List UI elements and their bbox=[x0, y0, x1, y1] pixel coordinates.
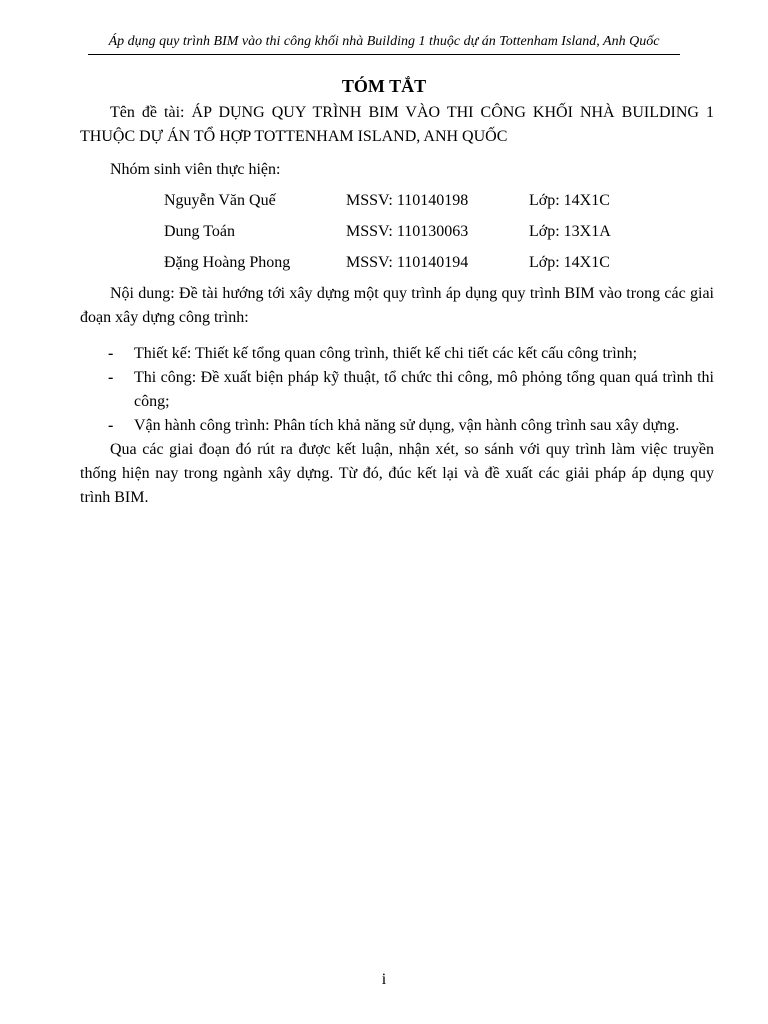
summary-content bbox=[80, 101, 714, 510]
list-item bbox=[80, 342, 714, 366]
list-item-text: Thiết kế: Thiết kế tổng quan công trình, thiết kế chi tiết các kết cấu công trình; bbox=[134, 345, 638, 362]
student-table bbox=[164, 189, 649, 282]
list-item bbox=[80, 366, 714, 414]
dash-bullet: - bbox=[108, 369, 114, 386]
student-class: Lớp: 14X1C bbox=[529, 192, 610, 209]
student-name: Đặng Hoàng Phong bbox=[164, 254, 291, 271]
page-title: TÓM TẮT bbox=[341, 76, 427, 96]
student-id: MSSV: 110140198 bbox=[346, 192, 469, 209]
content-intro: Nội dung: Đề tài hướng tới xây dựng một quy trình áp dụng quy trình BIM vào trong các giai đoạn xây dựng công trình: bbox=[80, 285, 714, 326]
student-class: Lớp: 13X1A bbox=[529, 223, 611, 240]
topic-paragraph bbox=[80, 101, 714, 149]
closing-paragraph: Qua các giai đoạn đó rút ra được kết luận, nhận xét, so sánh với quy trình làm việc truyền thống hiện nay trong ngành xây dựng. Từ đó, đúc kết lại và đề xuất các giải pháp áp dụng quy trình BIM. bbox=[80, 441, 714, 506]
list-item-text: Vận hành công trình: Phân tích khả năng sử dụng, vận hành công trình sau xây dựng. bbox=[134, 417, 680, 434]
student-id: MSSV: 110140194 bbox=[346, 254, 469, 271]
topic-text: ÁP DỤNG QUY TRÌNH BIM VÀO THI CÔNG KHỐI NHÀ BUILDING 1 THUỘC DỰ ÁN TỔ HỢP TOTTENHAM ISLAND, ANH QUỐC bbox=[80, 104, 714, 145]
topic-label: Tên đề tài: bbox=[110, 104, 185, 121]
dash-bullet: - bbox=[108, 345, 114, 362]
student-row bbox=[164, 189, 649, 220]
page-number: i bbox=[381, 971, 387, 988]
running-header: Áp dụng quy trình BIM vào thi công khối nhà Building 1 thuộc dự án Tottenham Island, Anh Quốc bbox=[108, 34, 660, 49]
header-rule bbox=[88, 54, 680, 55]
list-item-text: Thi công: Đề xuất biện pháp kỹ thuật, tổ chức thi công, mô phỏng tổng quan quá trình thi công; bbox=[134, 369, 714, 410]
dash-bullet: - bbox=[108, 417, 114, 434]
list-item bbox=[80, 414, 714, 438]
students-label: Nhóm sinh viên thực hiện: bbox=[110, 161, 281, 178]
student-class: Lớp: 14X1C bbox=[529, 254, 610, 271]
student-name: Nguyễn Văn Quế bbox=[164, 192, 276, 209]
student-id: MSSV: 110130063 bbox=[346, 223, 469, 240]
student-row bbox=[164, 220, 649, 251]
stage-list bbox=[80, 342, 714, 438]
student-name: Dung Toán bbox=[164, 223, 236, 240]
student-row bbox=[164, 251, 649, 282]
